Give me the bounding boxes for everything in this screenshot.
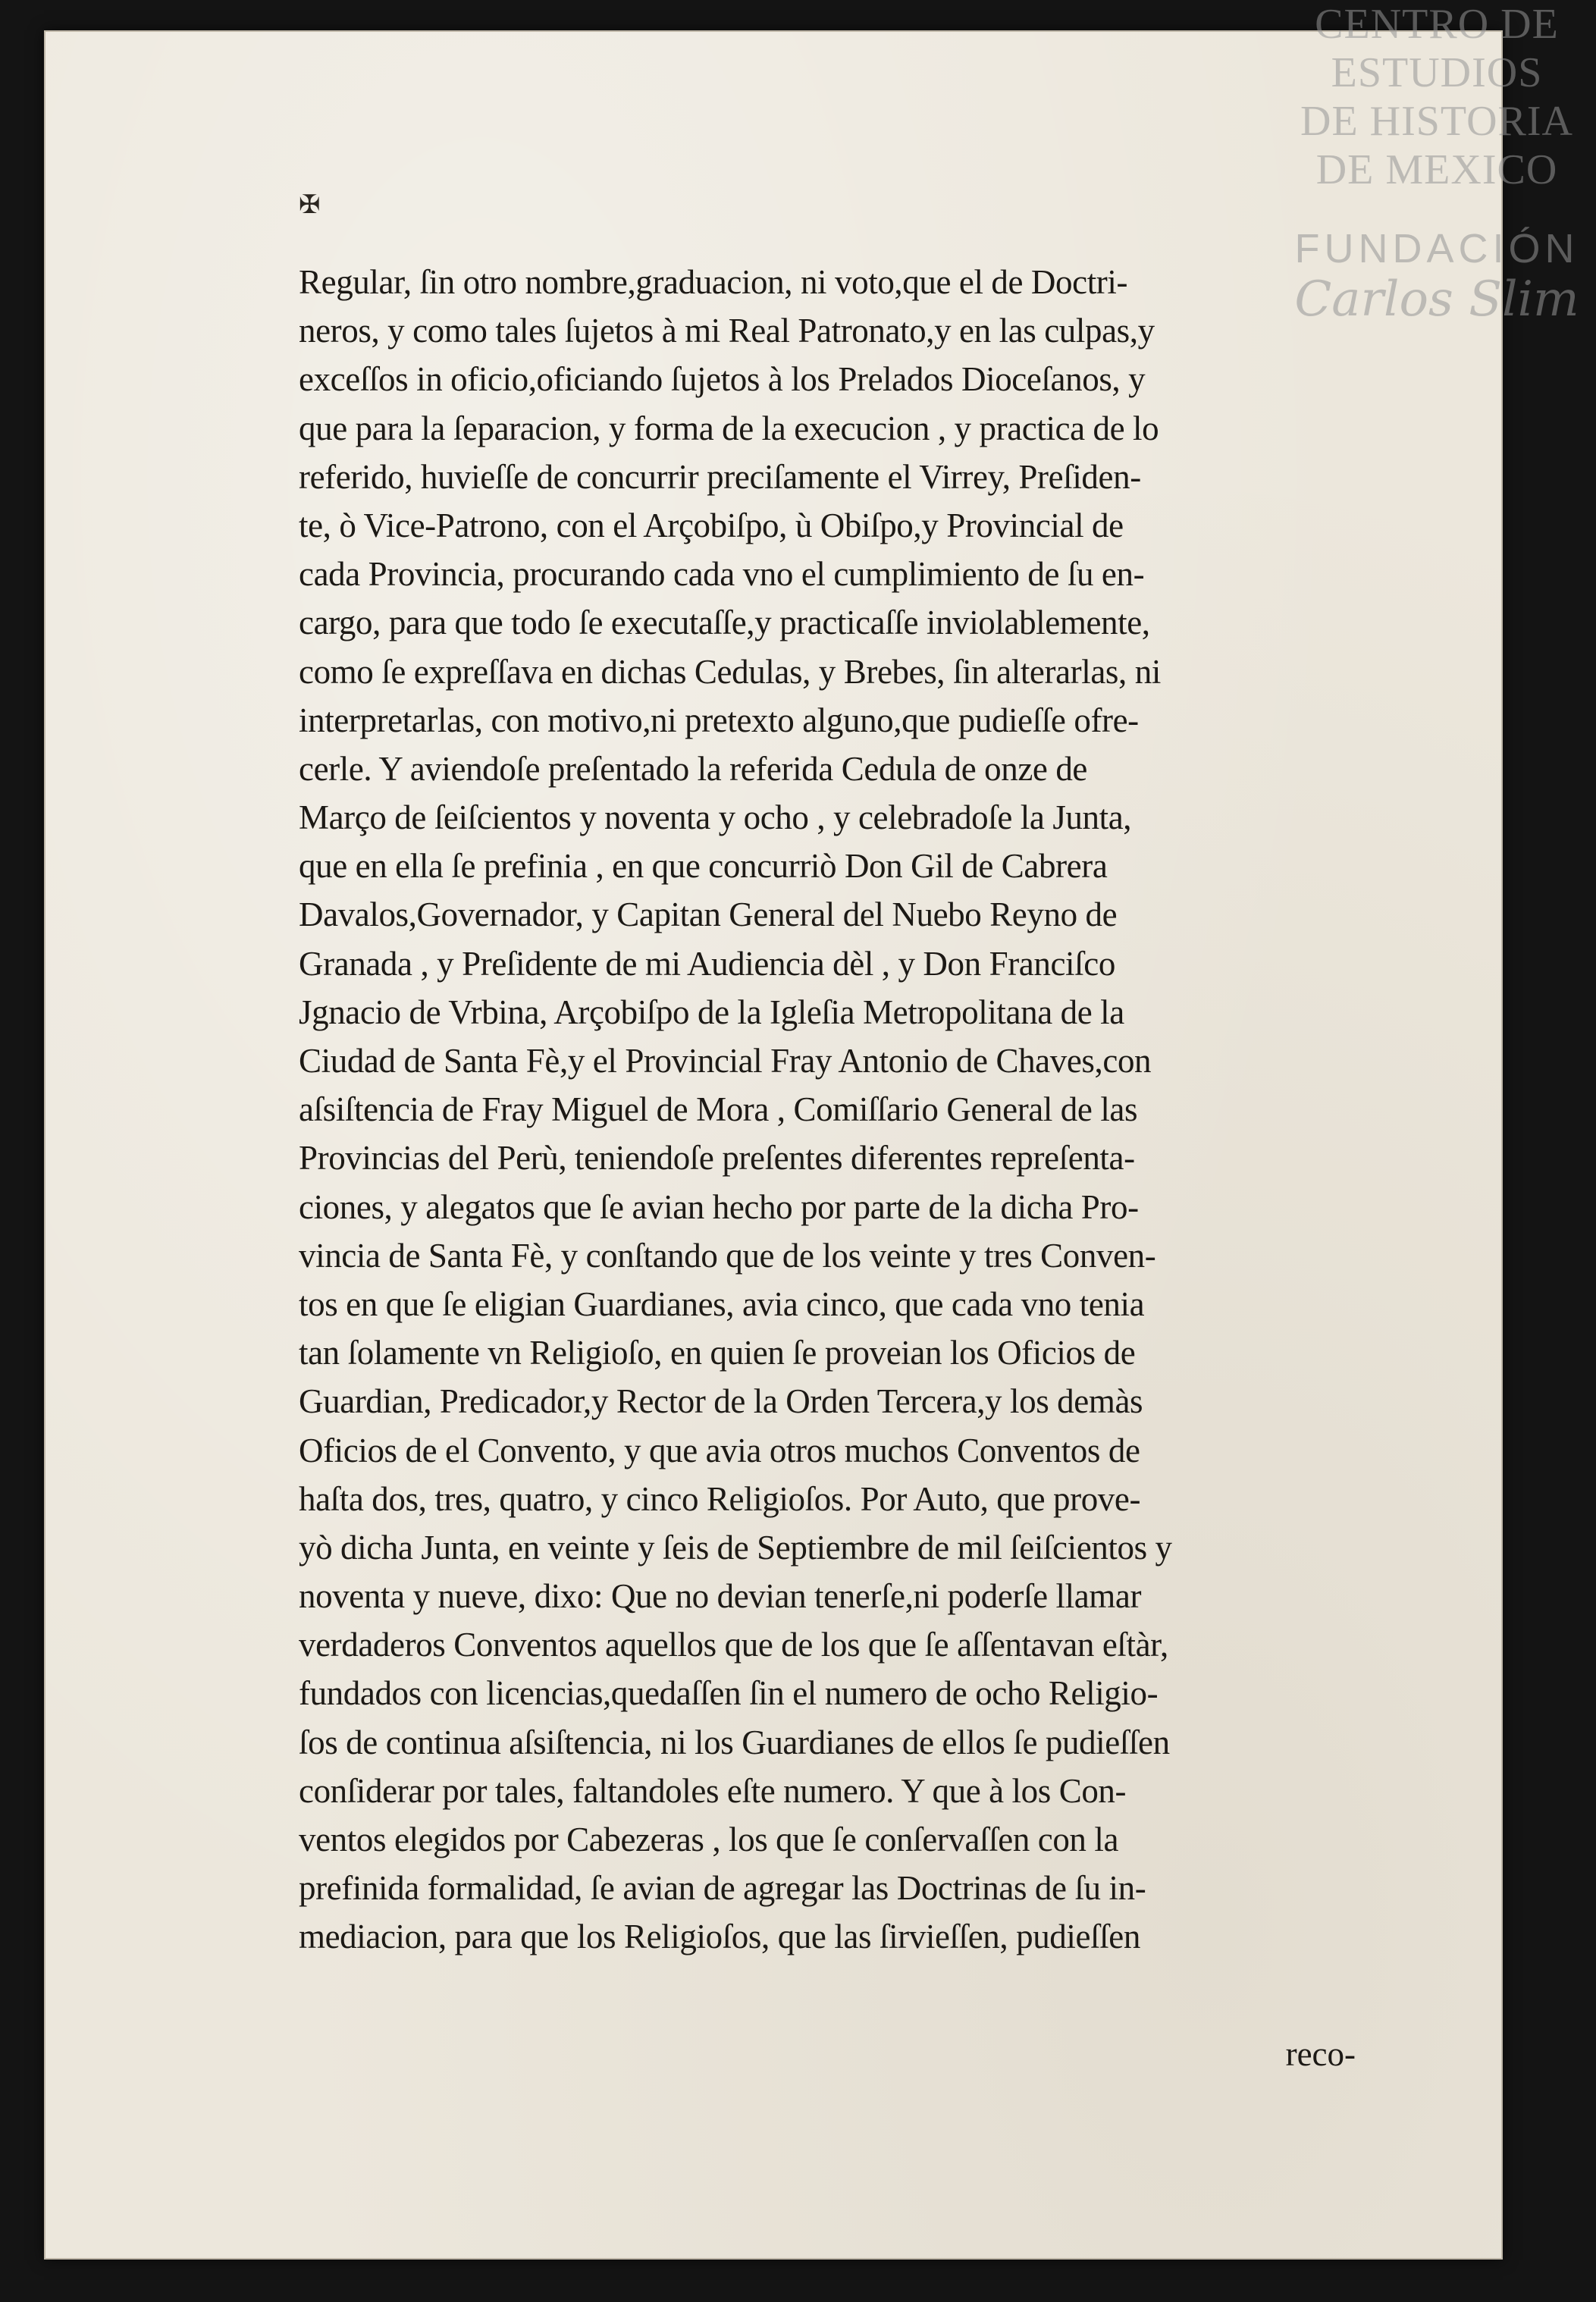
page-mark: ✠ bbox=[299, 190, 321, 220]
text-line: vincia de Santa Fè, y conſtando que de los veinte y tres Conven- bbox=[299, 1236, 1156, 1275]
text-line: interpretarlas, con motivo,ni pretexto alguno,que pudieſſe ofre- bbox=[299, 701, 1139, 739]
text-line: cargo, para que todo ſe executaſſe,y practicaſſe inviolablemente, bbox=[299, 604, 1150, 642]
text-line: cerle. Y aviendoſe preſentado la referida Cedula de onze de bbox=[299, 749, 1088, 788]
text-line: neros, y como tales ſujetos à mi Real Patronato,y en las culpas,y bbox=[299, 312, 1155, 350]
text-line: cada Provincia, procurando cada vno el cumplimiento de ſu en- bbox=[299, 555, 1145, 594]
text-line: Regular, ſin otro nombre,graduacion, ni voto,que el de Doctri- bbox=[299, 263, 1128, 301]
text-line: Davalos,Governador, y Capitan General del Nuebo Reyno de bbox=[299, 895, 1118, 934]
watermark-signature: Carlos Slim bbox=[1294, 271, 1579, 328]
text-line: Ciudad de Santa Fè,y el Provincial Fray Antonio de Chaves,con bbox=[299, 1042, 1152, 1080]
text-line: Oficios de el Convento, y que avia otros muchos Conventos de bbox=[299, 1431, 1140, 1469]
watermark-line: DE MEXICO bbox=[1315, 146, 1558, 193]
text-line: noventa y nueve, dixo: Que no devian tenerſe,ni poderſe llamar bbox=[299, 1577, 1142, 1616]
text-line: conſiderar por tales, faltandoles eſte numero. Y que à los Con- bbox=[299, 1771, 1127, 1810]
text-line: tan ſolamente vn Religioſo, en quien ſe proveian los Oficios de bbox=[299, 1334, 1136, 1372]
watermark-line: DE HISTORIA bbox=[1300, 98, 1573, 145]
text-line: que para la ſeparacion, y forma de la execucion , y practica de lo bbox=[299, 409, 1159, 447]
text-line: tos en que ſe eligian Guardianes, avia cinco, que cada vno tenia bbox=[299, 1284, 1145, 1323]
text-line: prefinida formalidad, ſe avian de agregar las Doctrinas de ſu in- bbox=[299, 1869, 1146, 1908]
text-line: haſta dos, tres, quatro, y cinco Religioſos. Por Auto, que prove- bbox=[299, 1479, 1141, 1518]
text-line: como ſe expreſſava en dichas Cedulas, y Brebes, ſin alterarlas, ni bbox=[299, 652, 1161, 691]
text-line: Jgnacio de Vrbina, Arçobiſpo de la Igleſia Metropolitana de la bbox=[299, 993, 1124, 1031]
text-line: fundados con licencias,quedaſſen ſin el numero de ocho Religio- bbox=[299, 1674, 1159, 1713]
text-line: ciones, y alegatos que ſe avian hecho por parte de la dicha Pro- bbox=[299, 1187, 1139, 1226]
text-line: aſsiſtencia de Fray Miguel de Mora , Comiſſario General de las bbox=[299, 1090, 1138, 1129]
text-line: verdaderos Conventos aquellos que de los que ſe aſſentavan eſtàr, bbox=[299, 1626, 1168, 1664]
text-line: te, ò Vice-Patrono, con el Arçobiſpo, ù Obiſpo,y Provincial de bbox=[299, 506, 1124, 544]
text-line: referido, huvieſſe de concurrir preciſamente el Virrey, Preſiden- bbox=[299, 457, 1141, 496]
watermark bbox=[1278, 0, 1596, 394]
watermark-line: ESTUDIOS bbox=[1331, 49, 1543, 96]
catchword: reco- bbox=[1285, 2035, 1356, 2073]
text-line: yò dicha Junta, en veinte y ſeis de Septiembre de mil ſeiſcientos y bbox=[299, 1528, 1172, 1567]
text-line: ſos de continua aſsiſtencia, ni los Guardianes de ellos ſe pudieſſen bbox=[299, 1723, 1170, 1761]
text-line: Granada , y Preſidente de mi Audiencia dèl , y Don Franciſco bbox=[299, 944, 1115, 983]
text-line: Março de ſeiſcientos y noventa y ocho , y celebradoſe la Junta, bbox=[299, 798, 1132, 837]
text-line: Provincias del Perù, teniendoſe preſentes diferentes repreſenta- bbox=[299, 1139, 1135, 1178]
text-line: exceſſos in oficio,oficiando ſujetos à los Prelados Dioceſanos, y bbox=[299, 360, 1146, 399]
body-text bbox=[299, 258, 1360, 1962]
text-line: ventos elegidos por Cabezeras , los que ſe conſervaſſen con la bbox=[299, 1821, 1119, 1858]
text-line: que en ella ſe prefinia , en que concurriò Don Gil de Cabrera bbox=[299, 847, 1108, 886]
watermark-foundation: FUNDACIÓN bbox=[1294, 226, 1579, 271]
text-line: mediacion, para que los Religioſos, que las ſirvieſſen, pudieſſen bbox=[299, 1918, 1140, 1956]
text-line: Guardian, Predicador,y Rector de la Orden Tercera,y los demàs bbox=[299, 1382, 1143, 1421]
watermark-line: CENTRO DE bbox=[1315, 1, 1559, 48]
